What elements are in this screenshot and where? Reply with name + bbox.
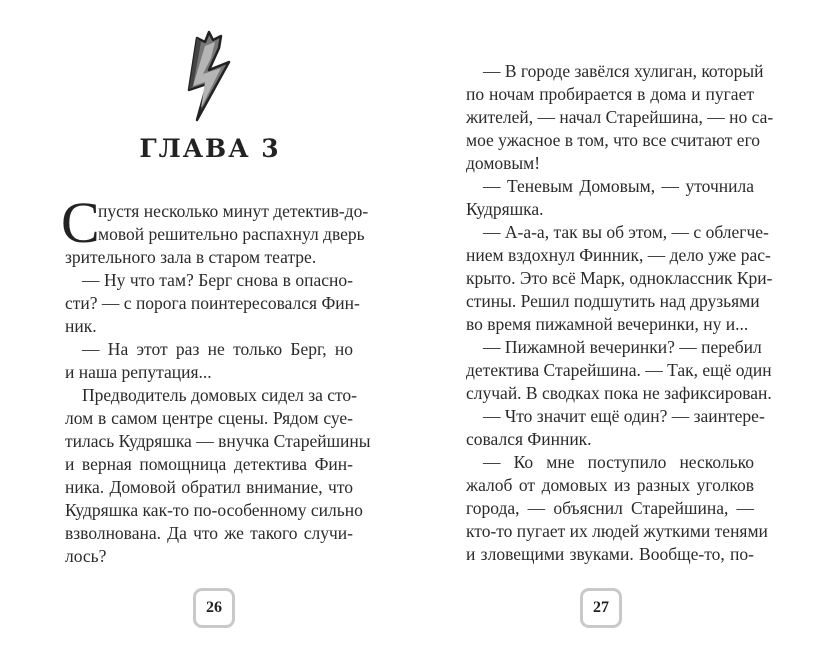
text-line: и наша репутация... [65,362,212,382]
text-line: по ночам пробирается в дома и пугает [466,84,754,104]
text-line: случай. В сводках пока не зафиксирован. [466,383,772,403]
text-line: тилась Кудряшка — внучка Старейшины [65,431,371,451]
drop-cap: С [61,190,100,255]
chapter-title: ГЛАВА 3 [139,134,281,163]
text-line: — Ко мне поступило несколько [483,452,754,472]
text-line: мовой решительно распахнул дверь [98,224,365,244]
text-line: лом в самом центре сцены. Рядом суе- [65,408,353,428]
right-text-column [466,60,774,566]
text-line: сти? — с порога поинтересовался Фин- [65,293,360,313]
text-line: — В городе завёлся хулиган, который [483,61,764,81]
text-line: ника. Домовой обратил внимание, что [65,477,353,497]
text-line: совался Финник. [466,429,592,449]
text-line: Предводитель домовых сидел за сто- [82,385,358,405]
text-line: стины. Решил подшутить над друзьями [466,291,760,311]
text-line: пустя несколько минут детектив-до- [98,201,369,221]
text-line: — Ну что там? Берг снова в опасно- [82,270,353,290]
text-line: взволнована. Да что же такого случи- [65,523,353,543]
text-line: мое ужасное в том, что все считают его [466,130,761,150]
text-line: жалоб от домовых из разных уголков [466,475,754,495]
text-line: — Что значит ещё один? — заинтере- [483,406,765,426]
text-line: крыто. Это всё Марк, одноклассник Кри- [466,268,773,288]
page-number-left: 26 [193,588,235,628]
lightning-bolt-icon [175,28,245,123]
text-line: лось? [65,546,107,566]
text-line: зрительного зала в старом театре. [65,247,317,267]
left-text-column [61,190,371,568]
text-line: во время пижамной вечеринки, ну и... [466,314,749,334]
right-page [410,0,820,655]
text-line: Кудряшка. [466,199,544,219]
text-line: ник. [65,316,97,336]
text-line: детектива Старейшина. — Так, ещё один [466,360,772,380]
text-line: кто-то пугает их людей жуткими тенями [466,521,768,541]
text-line: домовым! [466,153,541,173]
text-line: нием вздохнул Финник, — дело уже рас- [466,245,771,265]
text-line: — Пижамной вечеринки? — перебил [483,337,762,357]
text-line: — Теневым Домовым, — уточнила [483,176,754,196]
text-line: города, — объяснил Старейшина, — [466,498,754,518]
text-line: — На этот раз не только Берг, но [82,339,353,359]
text-line: и зловещими звуками. Вообще-то, по- [466,544,754,564]
text-line: — А-а-а, так вы об этом, — с облегче- [483,222,769,242]
page-number-right: 27 [580,588,622,628]
text-line: и верная помощница детектива Фин- [65,454,353,474]
text-line: жителей, — начал Старейшина, — но са- [466,107,774,127]
text-line: Кудряшка как-то по-особенному сильно [65,500,363,520]
